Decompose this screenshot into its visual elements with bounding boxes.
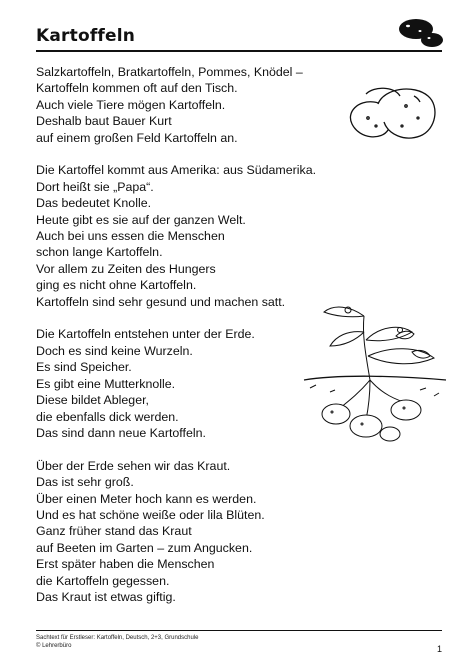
text-line: Das ist sehr groß. (36, 475, 134, 490)
potatoes-illustration (344, 82, 440, 146)
text-line: Kartoffeln sind sehr gesund und machen satt. (36, 294, 286, 309)
text-line: Salzkartoffeln, Bratkartoffeln, Pommes, Knödel – (36, 65, 303, 79)
paragraph (36, 458, 336, 606)
text-line: die Kartoffeln gegessen. (36, 573, 170, 588)
text-line: Deshalb baut Bauer Kurt (36, 114, 172, 129)
text-line: Diese bildet Ableger, (36, 393, 149, 408)
paragraph (36, 326, 336, 441)
text-line: Das sind dann neue Kartoffeln. (36, 425, 206, 440)
footer (36, 634, 198, 650)
text-line: die ebenfalls dick werden. (36, 409, 179, 424)
text-line: Vor allem zu Zeiten des Hungers (36, 261, 216, 276)
text-line: Über der Erde sehen wir das Kraut. (36, 458, 231, 473)
text-line: Das Kraut ist etwas giftig. (36, 589, 176, 604)
footer-rule (36, 630, 442, 631)
text-line: Das bedeutet Knolle. (36, 196, 152, 211)
text-line: auf einem großen Feld Kartoffeln an. (36, 130, 238, 145)
text-line: auf Beeten im Garten – zum Angucken. (36, 540, 253, 555)
text-line: Ganz früher stand das Kraut (36, 524, 192, 539)
footer-source: Sachtext für Erstleser: Kartoffeln, Deutsch, 2+3, Grundschule (36, 635, 199, 641)
text-line: Auch bei uns essen die Menschen (36, 229, 225, 244)
text-line: Die Kartoffel kommt aus Amerika: aus Südamerika. (36, 163, 317, 178)
text-line: Und es hat schöne weiße oder lila Blüten. (36, 507, 265, 522)
text-line: Es sind Speicher. (36, 360, 132, 375)
page-number: 1 (436, 644, 442, 654)
paragraph (36, 162, 336, 310)
potato-badge-icon (398, 18, 444, 48)
text-line: Kartoffeln kommen oft auf den Tisch. (36, 81, 238, 96)
text-line: Auch viele Tiere mögen Kartoffeln. (36, 97, 226, 112)
body-text (36, 64, 336, 622)
footer-copyright: © Lehrerbüro (36, 643, 72, 649)
text-line: Doch es sind keine Wurzeln. (36, 343, 193, 358)
text-line: Die Kartoffeln entstehen unter der Erde. (36, 327, 255, 342)
text-line: Erst später haben die Menschen (36, 557, 215, 572)
text-line: ging es nicht ohne Kartoffeln. (36, 278, 197, 293)
text-line: Über einen Meter hoch kann es werden. (36, 491, 257, 506)
text-line: Dort heißt sie „Papa“. (36, 179, 154, 194)
title-rule (36, 50, 442, 52)
text-line: Es gibt eine Mutterknolle. (36, 376, 176, 391)
paragraph (36, 64, 336, 146)
text-line: schon lange Kartoffeln. (36, 245, 163, 260)
page-title: Kartoffeln (36, 26, 136, 46)
text-line: Heute gibt es sie auf der ganzen Welt. (36, 212, 246, 227)
